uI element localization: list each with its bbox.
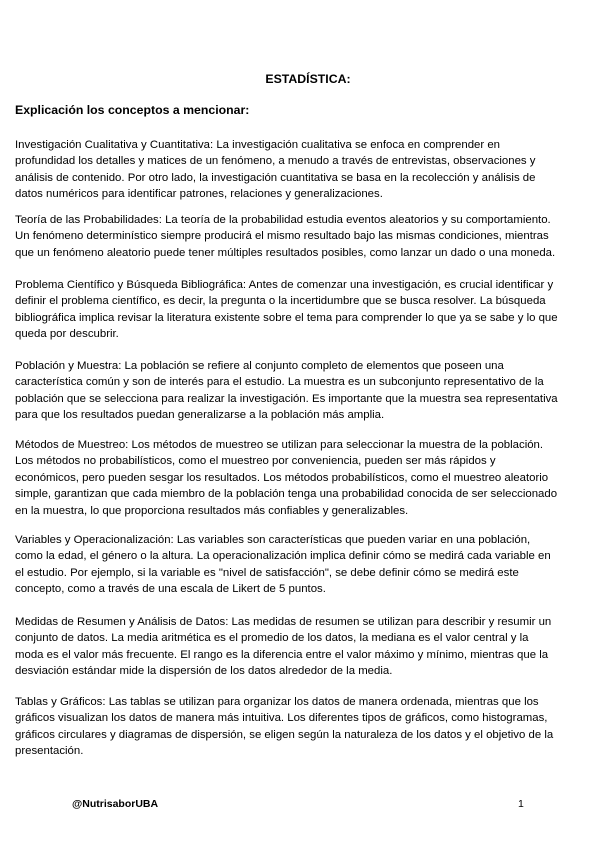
- paragraph-poblacion-muestra: [15, 358, 593, 424]
- paragraph-line: profundidad los detalles y matices de un fenómeno, a menudo a través de entrevistas, observaciones y: [15, 155, 536, 168]
- paragraph-line: definir el problema científico, es decir, la pregunta o la incertidumbre que se busca resolver. La búsqueda: [15, 295, 546, 308]
- paragraph-metodos-muestreo: [15, 437, 593, 519]
- paragraph-line: Población y Muestra: La población se refiere al conjunto completo de elementos que poseen una: [15, 360, 504, 372]
- paragraph-probabilidades: [15, 212, 593, 261]
- page-number: 1: [518, 798, 524, 810]
- paragraph-line: Tablas y Gráficos: Las tablas se utilizan para organizar los datos de manera ordenada, mientras que los: [15, 696, 539, 708]
- paragraph-line: Investigación Cualitativa y Cuantitativa: La investigación cualitativa se enfoca en comprender en: [15, 139, 501, 151]
- page-title: ESTADÍSTICA:: [265, 72, 351, 86]
- paragraph-line: conjunto de datos. La media aritmética es el promedio de los datos, la mediana es el valor central y la: [15, 632, 529, 645]
- paragraph-line: Variables y Operacionalización: Las variables son características que pueden variar en una población,: [15, 534, 531, 546]
- paragraph-line: concepto, como a través de una escala de Likert de 5 puntos.: [15, 583, 326, 596]
- paragraph-line: Un fenómeno determinístico siempre producirá el mismo resultado bajo las mismas condiciones, mientras: [15, 230, 549, 243]
- paragraph-investigacion: [15, 137, 593, 203]
- paragraph-line: Los métodos no probabilísticos, como el muestreo por conveniencia, pueden ser más rápidos y: [15, 455, 496, 468]
- paragraph-line: gráficos circulares y diagramas de dispersión, se eligen según la naturaleza de los datos y el objetivo de la: [15, 728, 554, 741]
- paragraph-line: para que los resultados puedan generalizarse a la población más amplia.: [15, 409, 385, 422]
- section-subtitle: Explicación los conceptos a mencionar:: [15, 103, 250, 117]
- paragraph-line: moda es el valor más frecuente. El rango es la diferencia entre el valor máximo y mínimo, mientras que la: [15, 648, 549, 661]
- paragraph-line: queda por descubrir.: [15, 328, 119, 341]
- paragraph-line: Teoría de las Probabilidades: La teoría de la probabilidad estudia eventos aleatorios y su comportamiento.: [15, 214, 551, 226]
- paragraph-line: datos numéricos para identificar patrones, relaciones y generalizaciones.: [15, 188, 383, 201]
- paragraph-line: económicos, pero pueden sesgar los resultados. Los métodos probabilísticos, como el muestreo aleatorio: [15, 471, 549, 484]
- paragraph-line: como la edad, el género o la altura. La operacionalización implica definir cómo se medirá cada variable en: [15, 550, 551, 563]
- paragraph-line: característica común y son de interés para el estudio. La muestra es un subconjunto representativo de la: [15, 376, 544, 389]
- paragraph-line: en la muestra, lo que proporciona resultados más confiables y generalizables.: [15, 504, 409, 517]
- paragraph-line: población que se selecciona para realizar la investigación. Es importante que la muestra sea representativa: [15, 392, 558, 405]
- paragraph-line: análisis de contenido. Por otro lado, la investigación cuantitativa se basa en la recolección y análisis de: [15, 171, 536, 184]
- paragraph-line: presentación.: [15, 745, 84, 758]
- paragraph-line: desviación estándar mide la dispersión de los datos alrededor de la media.: [15, 665, 393, 678]
- paragraph-line: Métodos de Muestreo: Los métodos de muestreo se utilizan para seleccionar la muestra de la población.: [15, 439, 544, 451]
- paragraph-variables: [15, 532, 593, 598]
- paragraph-line: el estudio. Por ejemplo, si la variable es "nivel de satisfacción", se debe definir cómo se medirá este: [15, 566, 519, 579]
- paragraph-line: simple, garantizan que cada miembro de la población tenga una probabilidad conocida de ser seleccionado: [15, 488, 558, 501]
- paragraph-line: gráficos visualizan los datos de manera más intuitiva. Los diferentes tipos de gráficos, como histogramas,: [15, 712, 548, 725]
- paragraph-line: bibliográfica implica revisar la literatura existente sobre el tema para comprender lo que ya se sabe y lo que: [15, 311, 558, 324]
- paragraph-tablas-graficos: [15, 694, 593, 760]
- paragraph-medidas-resumen: [15, 614, 593, 680]
- paragraph-line: Problema Científico y Búsqueda Bibliográfica: Antes de comenzar una investigación, es crucial identificar y: [15, 279, 554, 291]
- footer-author: @NutrisaborUBA: [72, 798, 159, 810]
- paragraph-line: que un fenómeno aleatorio puede tener múltiples resultados posibles, como lanzar un dado o una moneda.: [15, 246, 556, 259]
- paragraph-line: Medidas de Resumen y Análisis de Datos: Las medidas de resumen se utilizan para describir y resumir un: [15, 616, 552, 628]
- paragraph-problema-cientifico: [15, 277, 593, 343]
